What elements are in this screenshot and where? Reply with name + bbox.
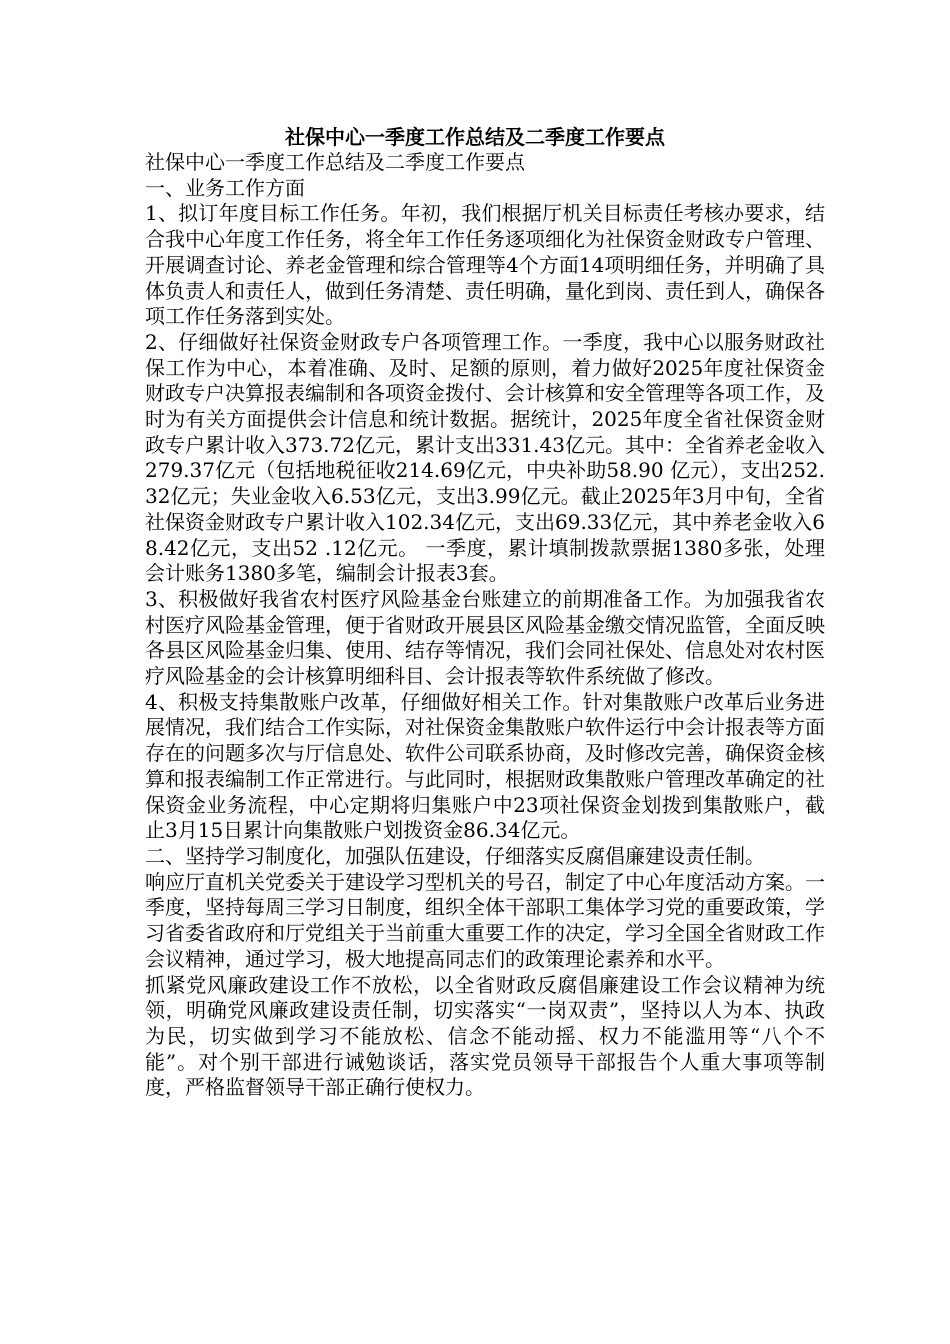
paragraph-integrity: 抓紧党风廉政建设工作不放松，以全省财政反腐倡廉建设工作会议精神为统领，明确党风廉政建设责任制，切实落实“一岗双责”，坚持以人为本、执政为民，切实做到学习不能放松、信念不能动摇、权力不能滥用等“八个不能”。对个别干部进行诫勉谈话，落实党员领导干部报告个人重大事项等制度，严格监督领导干部正确行使权力。 <box>145 972 825 1100</box>
document-title: 社保中心一季度工作总结及二季度工作要点 <box>285 125 665 149</box>
paragraph-subtitle: 社保中心一季度工作总结及二季度工作要点 <box>145 150 525 174</box>
section-heading-business: 一、业务工作方面 <box>145 175 305 200</box>
paragraph-item-1: 1、拟订年度目标工作任务。年初，我们根据厅机关目标责任考核办要求，结合我中心年度工作任务，将全年工作任务逐项细化为社保资金财政专户管理、开展调查讨论、养老金管理和综合管理等4个方面14项明细任务，并明确了具体负责人和责任人，做到任务清楚、责任明确，量化到岗、责任到人，确保各项工作任务落到实处。 <box>145 201 825 329</box>
document-body <box>145 150 825 1101</box>
paragraph-item-3: 3、积极做好我省农村医疗风险基金台账建立的前期准备工作。为加强我省农村医疗风险基金管理，便于省财政开展县区风险基金缴交情况监管，全面反映各县区风险基金归集、使用、结存等情况，我们会同社保处、信息处对农村医疗风险基金的会计核算明细科目、会计报表等软件系统做了修改。 <box>145 586 825 689</box>
section-heading-study: 二、坚持学习制度化，加强队伍建设，仔细落实反腐倡廉建设责任制。 <box>145 843 765 868</box>
paragraph-item-2: 2、仔细做好社保资金财政专户各项管理工作。一季度，我中心以服务财政社保工作为中心，本着准确、及时、足额的原则，着力做好2025年度社保资金财政专户决算报表编制和各项资金拨付、会计核算和安全管理等各项工作，及时为有关方面提供会计信息和统计数据。据统计，2025年度全省社保资金财政专户累计收入373.72亿元，累计支出331.43亿元。其中：全省养老金收入279.37亿元（包括地税征收214.69亿元，中央补助58.90 亿元），支出252.32亿元；失业金收入6.53亿元，支出3.99亿元。截止2025年3月中旬，全省社保资金财政专户累计收入102.34亿元，支出69.33亿元，其中养老金收入68.42亿元，支出52 .12亿元。 一季度，累计填制拨款票据1380多张，处理会计账务1380多笔，编制会计报表3套。 <box>145 329 825 586</box>
paragraph-item-4: 4、积极支持集散账户改革，仔细做好相关工作。针对集散账户改革后业务进展情况，我们结合工作实际，对社保资金集散账户软件运行中会计报表等方面存在的问题多次与厅信息处、软件公司联系协商，及时修改完善，确保资金核算和报表编制工作正常进行。与此同时，根据财政集散账户管理改革确定的社保资金业务流程，中心定期将归集账户中23项社保资金划拨到集散账户，截止3月15日累计向集散账户划拨资金86.34亿元。 <box>145 689 825 843</box>
paragraph-study: 响应厅直机关党委关于建设学习型机关的号召，制定了中心年度活动方案。一季度，坚持每周三学习日制度，组织全体干部职工集体学习党的重要政策，学习省委省政府和厅党组关于当前重大重要工作的决定，学习全国全省财政工作会议精神，通过学习，极大地提高同志们的政策理论素养和水平。 <box>145 869 825 971</box>
